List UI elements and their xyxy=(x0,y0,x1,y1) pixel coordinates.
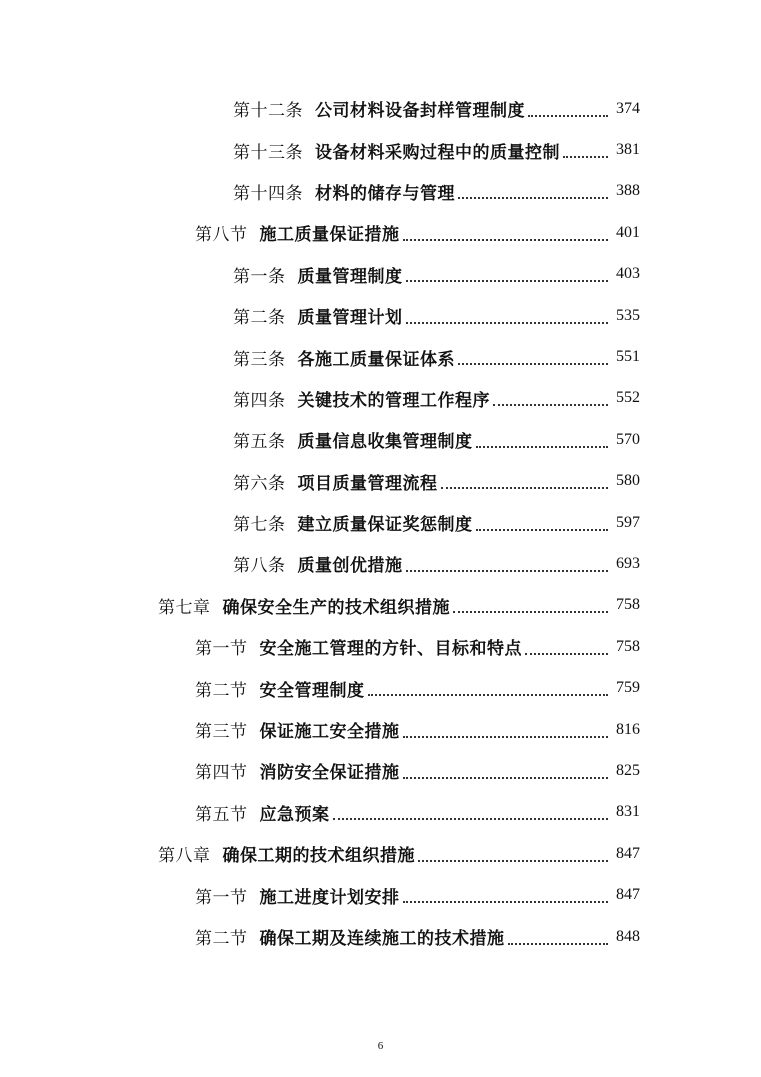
toc-entry-page: 597 xyxy=(616,513,640,531)
toc-entry-page: 693 xyxy=(616,554,640,572)
dot-leader xyxy=(403,901,609,903)
toc-entry-number: 第一节 xyxy=(195,639,248,660)
toc-entry-page: 388 xyxy=(616,182,640,200)
toc-entry-number: 第三条 xyxy=(233,349,286,370)
toc-entry-title: 确保工期的技术组织措施 xyxy=(222,846,415,867)
toc-entry[interactable] xyxy=(0,750,761,791)
toc-entry-title: 确保工期及连续施工的技术措施 xyxy=(259,929,505,949)
toc-entry-title: 质量创优措施 xyxy=(297,556,403,577)
toc-entry-number: 第七章 xyxy=(158,597,211,618)
toc-entry[interactable] xyxy=(0,667,761,708)
toc-entry-title: 应急预案 xyxy=(259,804,330,825)
dot-leader xyxy=(368,694,609,696)
toc-entry-page: 816 xyxy=(616,720,640,738)
toc-entry-number: 第十二条 xyxy=(233,101,303,122)
toc-entry[interactable] xyxy=(0,88,761,129)
toc-entry-title: 消防安全保证措施 xyxy=(259,763,400,784)
toc-entry-title: 设备材料采购过程中的质量控制 xyxy=(315,142,560,163)
toc-entry[interactable] xyxy=(0,874,761,915)
toc-entry-number: 第十四条 xyxy=(233,183,303,204)
toc-entry-number: 第四节 xyxy=(195,763,248,784)
dot-leader xyxy=(476,529,609,531)
toc-entry[interactable] xyxy=(0,585,761,626)
toc-entry-page: 831 xyxy=(616,803,640,821)
toc-entry-number: 第十三条 xyxy=(233,142,303,163)
toc-entry[interactable] xyxy=(0,709,761,750)
toc-entry[interactable] xyxy=(0,502,761,543)
toc-entry-title: 材料的储存与管理 xyxy=(315,183,455,204)
page-number: 6 xyxy=(377,1040,384,1052)
toc-entry[interactable] xyxy=(0,171,761,212)
toc-entry-page: 535 xyxy=(616,306,640,324)
dot-leader xyxy=(403,777,609,779)
toc-entry-page: 847 xyxy=(616,844,640,862)
toc-entry-title: 质量信息收集管理制度 xyxy=(297,432,473,453)
toc-entry-page: 825 xyxy=(616,761,640,779)
toc-entry[interactable] xyxy=(0,419,761,460)
toc-entry-title: 项目质量管理流程 xyxy=(297,473,438,494)
toc-entry-title: 质量管理计划 xyxy=(297,308,403,329)
dot-leader xyxy=(441,487,609,489)
toc-entry-number: 第六条 xyxy=(233,473,286,494)
toc-entry[interactable] xyxy=(0,543,761,584)
toc-entry[interactable] xyxy=(0,212,761,253)
dot-leader xyxy=(508,943,609,945)
toc-entry-page: 758 xyxy=(616,596,640,614)
toc-entry-number: 第三节 xyxy=(195,722,248,743)
dot-leader xyxy=(563,156,608,158)
dot-leader xyxy=(403,736,609,738)
toc-entry-page: 374 xyxy=(616,99,640,117)
toc-entry-title: 确保安全生产的技术组织措施 xyxy=(222,597,450,618)
toc-entry-page: 381 xyxy=(616,141,640,159)
dot-leader xyxy=(458,197,608,199)
toc-entry-page: 552 xyxy=(616,389,640,407)
toc-entry[interactable] xyxy=(0,378,761,419)
toc-entry-page: 580 xyxy=(616,472,640,490)
toc-entry-title: 公司材料设备封样管理制度 xyxy=(315,101,525,122)
toc-entry-number: 第一条 xyxy=(233,266,286,287)
toc-entry-page: 847 xyxy=(616,886,640,904)
dot-leader xyxy=(406,280,609,282)
dot-leader xyxy=(525,653,608,655)
toc-entry[interactable] xyxy=(0,295,761,336)
toc-entry-number: 第一节 xyxy=(195,887,248,908)
toc-entry-number: 第八章 xyxy=(158,846,211,867)
toc-entry-number: 第五节 xyxy=(195,804,248,825)
toc-entry[interactable] xyxy=(0,461,761,502)
toc-entry-number: 第五条 xyxy=(233,432,286,453)
dot-leader xyxy=(493,404,608,406)
toc-entry[interactable] xyxy=(0,336,761,377)
toc-entry[interactable] xyxy=(0,254,761,295)
table-of-contents xyxy=(0,88,761,957)
dot-leader xyxy=(476,446,609,448)
toc-entry[interactable] xyxy=(0,916,761,957)
toc-entry-number: 第二节 xyxy=(195,929,248,949)
toc-entry-page: 848 xyxy=(616,927,640,945)
toc-entry-title: 质量管理制度 xyxy=(297,266,403,287)
toc-entry[interactable] xyxy=(0,626,761,667)
toc-entry-number: 第二条 xyxy=(233,308,286,329)
dot-leader xyxy=(403,239,609,241)
toc-entry-title: 建立质量保证奖惩制度 xyxy=(297,515,473,536)
toc-entry-page: 403 xyxy=(616,265,640,283)
toc-entry-number: 第八节 xyxy=(195,225,248,246)
toc-entry-title: 关键技术的管理工作程序 xyxy=(297,390,490,411)
dot-leader xyxy=(418,860,608,862)
toc-entry-title: 施工进度计划安排 xyxy=(259,887,400,908)
toc-entry-page: 401 xyxy=(616,223,640,241)
toc-entry[interactable] xyxy=(0,129,761,170)
toc-entry-page: 551 xyxy=(616,348,640,366)
toc-entry-title: 施工质量保证措施 xyxy=(259,225,400,246)
toc-entry[interactable] xyxy=(0,833,761,874)
toc-entry-page: 570 xyxy=(616,430,640,448)
dot-leader xyxy=(406,570,609,572)
toc-entry-number: 第七条 xyxy=(233,515,286,536)
toc-entry-page: 758 xyxy=(616,637,640,655)
toc-entry-title: 安全施工管理的方针、目标和特点 xyxy=(259,639,522,660)
dot-leader xyxy=(458,363,608,365)
toc-entry-number: 第二节 xyxy=(195,680,248,701)
toc-entry-number: 第四条 xyxy=(233,390,286,411)
dot-leader xyxy=(406,322,609,324)
toc-entry-title: 安全管理制度 xyxy=(259,680,365,701)
toc-entry-title: 各施工质量保证体系 xyxy=(297,349,455,370)
toc-entry-page: 759 xyxy=(616,679,640,697)
toc-entry-number: 第八条 xyxy=(233,556,286,577)
toc-entry-title: 保证施工安全措施 xyxy=(259,722,400,743)
dot-leader xyxy=(528,115,608,117)
toc-entry[interactable] xyxy=(0,792,761,833)
dot-leader xyxy=(333,818,609,820)
dot-leader xyxy=(453,611,608,613)
